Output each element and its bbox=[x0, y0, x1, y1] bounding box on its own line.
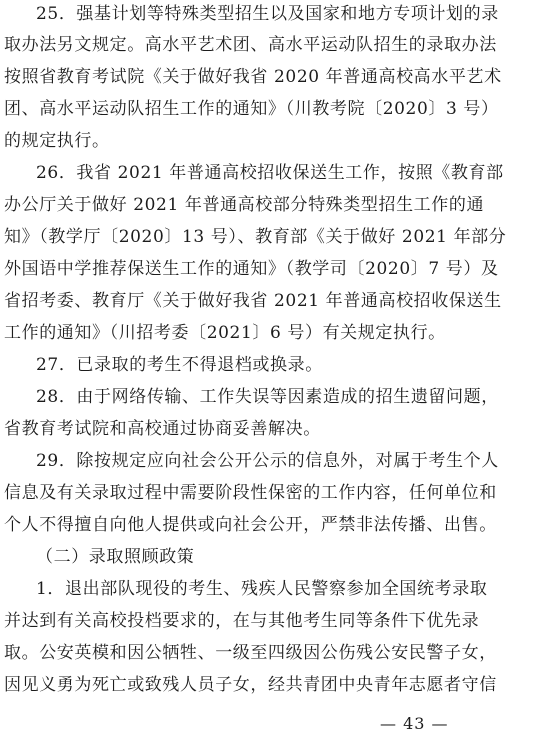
text-line-10: 省招考委、教育厅《关于做好我省 2021 年普通高校招收保送生 bbox=[4, 291, 502, 311]
text-line-17: 个人不得擅自向他人提供或向社会公开，严禁非法传播、出售。 bbox=[4, 515, 497, 535]
text-line-14: 省教育考试院和高校通过协商妥善解决。 bbox=[4, 419, 321, 439]
text-line-21: 取。公安英模和因公牺牲、一级至四级因公伤残公安民警子女， bbox=[4, 643, 497, 663]
text-line-8: 知》（教学厅〔2020〕13 号）、教育部《关于做好 2021 年部分 bbox=[4, 227, 507, 247]
text-line-20: 并达到有关高校投档要求的，在与其他考生同等条件下优先录 bbox=[4, 611, 480, 631]
text-line-12: 27．已录取的考生不得退档或换录。 bbox=[36, 355, 323, 375]
text-line-13: 28．由于网络传输、工作失误等因素造成的招生遗留问题， bbox=[36, 387, 499, 407]
text-line-4: 团、高水平运动队招生工作的通知》（川教考院〔2020〕3 号） bbox=[4, 99, 499, 119]
text-line-11: 工作的通知》（川招考委〔2021〕6 号）有关规定执行。 bbox=[4, 323, 446, 343]
text-line-2: 取办法另文规定。高水平艺术团、高水平运动队招生的录取办法 bbox=[4, 35, 497, 55]
text-line-9: 外国语中学推荐保送生工作的通知》（教学司〔2020〕7 号）及 bbox=[4, 259, 499, 279]
page-number: — 43 — bbox=[380, 714, 449, 733]
text-line-5: 的规定执行。 bbox=[4, 131, 110, 151]
section-heading: （二）录取照顾政策 bbox=[36, 547, 195, 567]
text-line-7: 办公厅关于做好 2021 年普通高校部分特殊类型招生工作的通 bbox=[4, 195, 485, 215]
text-line-15: 29．除按规定应向社会公开公示的信息外，对属于考生个人 bbox=[36, 451, 499, 471]
text-line-19: 1．退出部队现役的考生、残疾人民警察参加全国统考录取 bbox=[36, 579, 488, 599]
text-line-22: 因见义勇为死亡或致残人员子女，经共青团中央青年志愿者守信 bbox=[4, 675, 497, 695]
text-line-3: 按照省教育考试院《关于做好我省 2020 年普通高校高水平艺术 bbox=[4, 67, 502, 87]
text-line-16: 信息及有关录取过程中需要阶段性保密的工作内容，任何单位和 bbox=[4, 483, 497, 503]
text-line-1: 25．强基计划等特殊类型招生以及国家和地方专项计划的录 bbox=[36, 4, 499, 24]
text-line-6: 26．我省 2021 年普通高校招收保送生工作，按照《教育部 bbox=[36, 163, 504, 183]
